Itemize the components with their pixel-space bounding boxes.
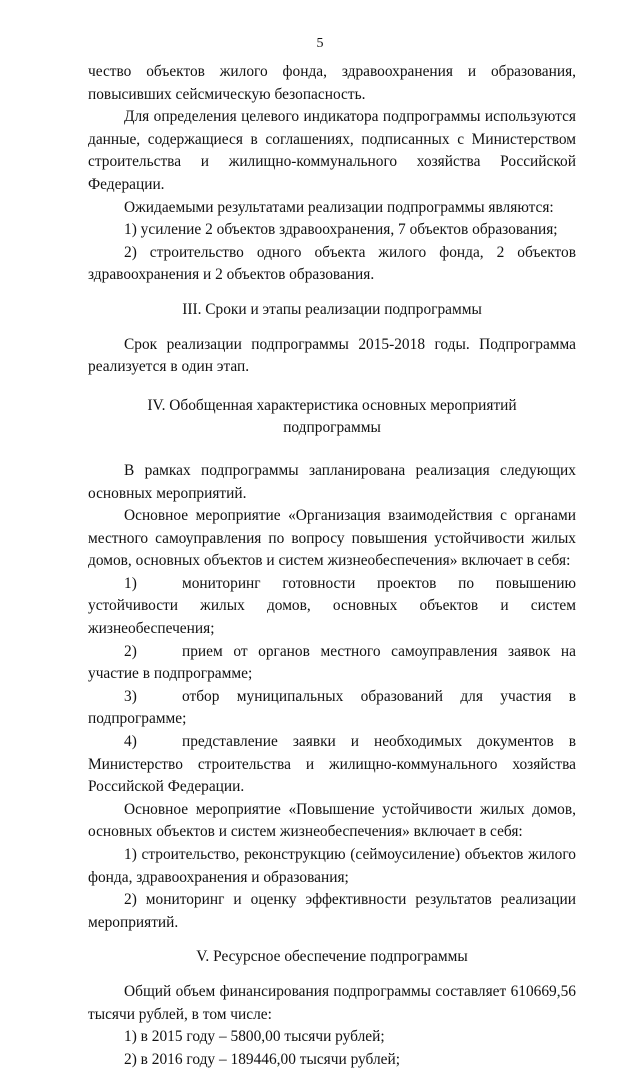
paragraph: Срок реализации подпрограммы 2015-2018 годы. Подпрограмма реализуется в один этап. — [88, 335, 576, 376]
list-text: мониторинг готовности проектов по повышению устойчивости жилых домов, основных объектов и систем жизнеобеспечения; — [88, 574, 576, 638]
section-heading-4 — [88, 395, 576, 440]
paragraph: Основное мероприятие «Организация взаимодействия с органами местного самоуправления по вопросу повышения устойчивости жилых домов, основных объектов и систем жизнеобеспечения» включает в себя: — [88, 507, 576, 570]
list-item: 2) строительство одного объекта жилого фонда, 2 объектов здравоохранения и 2 объектов образования. — [88, 243, 576, 284]
list-item — [88, 641, 576, 686]
list-item — [88, 686, 576, 731]
list-text: отбор муниципальных образований для участия в подпрограмме; — [88, 687, 576, 728]
section-heading-5: V. Ресурсное обеспечение подпрограммы — [196, 948, 468, 966]
list-item — [88, 731, 576, 799]
page-content — [88, 61, 576, 1071]
heading-line: IV. Обобщенная характеристика основных мероприятий — [147, 396, 517, 414]
list-number: 2) — [124, 642, 137, 660]
list-item: 1) усиление 2 объектов здравоохранения, 7 объектов образования; — [124, 221, 558, 239]
list-text: представление заявки и необходимых документов в Министерство строительства и жилищно-коммунального хозяйства Российской Федерации. — [88, 733, 576, 796]
heading-line: подпрограммы — [283, 419, 381, 437]
list-item: 2) мониторинг и оценку эффективности результатов реализации мероприятий. — [88, 891, 576, 931]
paragraph: Основное мероприятие «Повышение устойчивости жилых домов, основных объектов и систем жизнеобеспечения» включает в себя: — [88, 800, 576, 841]
paragraph: Для определения целевого индикатора подпрограммы используются данные, содержащиеся в соглашениях, подписанных с Министерством строительства и жилищно-коммунального хозяйства Российской Федерации. — [88, 108, 576, 193]
section-heading-3: III. Сроки и этапы реализации подпрограммы — [182, 300, 482, 318]
list-text: прием от органов местного самоуправления заявок на участие в подпрограмме; — [88, 642, 576, 683]
list-number: 4) — [124, 733, 137, 751]
list-item: 1) строительство, реконструкцию (сеймоусиление) объектов жилого фонда, здравоохранения и образования; — [88, 846, 576, 886]
list-item: 2) в 2016 году – 189446,00 тысячи рублей; — [124, 1050, 401, 1068]
list-item: 1) в 2015 году – 5800,00 тысячи рублей; — [124, 1028, 385, 1046]
page-number: 5 — [316, 36, 324, 51]
paragraph: Ожидаемыми результатами реализации подпрограммы являются: — [124, 198, 554, 216]
list-item — [88, 573, 576, 641]
paragraph: Общий объем финансирования подпрограммы составляет 610669,56 тысячи рублей, в том числе: — [88, 982, 576, 1023]
paragraph: чество объектов жилого фонда, здравоохранения и образования, повысивших сейсмическую безопасность. — [88, 63, 576, 103]
list-number: 1) — [124, 574, 137, 592]
paragraph: В рамках подпрограммы запланирована реализация следующих основных мероприятий. — [88, 461, 576, 502]
list-number: 3) — [124, 687, 137, 705]
